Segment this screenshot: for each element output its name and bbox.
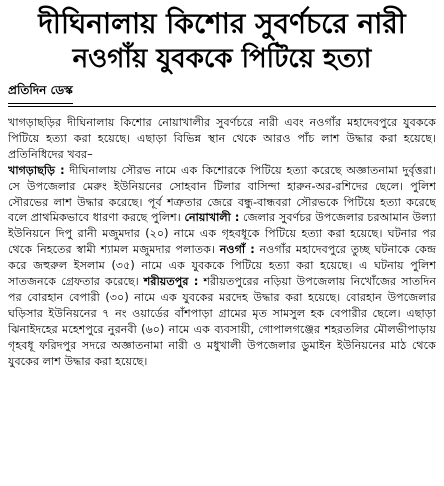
dateline-naogaon: নওগাঁ :	[219, 243, 255, 257]
headline-line-1: দীঘিনালায় কিশোর সুবর্ণচরে নারী	[38, 7, 406, 40]
article-body	[8, 115, 436, 475]
divider	[8, 106, 436, 107]
paragraph-shariatpur: শরীয়তপুরের নড়িয়া উপজেলায় নিখোঁজের সাতদিন পর বোরহান বেপারী (৩০) নামে এক যুবকের মরদেহ উদ্ধার করা হয়েছে। বোরহান উপজেলার ঘড়িসার ইউনিয়নের ৭ নং ওয়ার্ডের বাঁশপাড়া গ্রামের মৃত সামসুল হক বেপারীর ছেলে। এছাড়া ঝিনাইদহের মহেশপুরে নুরনবী (৬০) নামে এক ব্যবসায়ী, গোপালগঞ্জের শহরতলির মৌলভীপাড়ায় গৃহবধূ ফরিদপুর সদরে অজ্ঞাতনামা নারী ও মধুখালী উপজেলার ডুমাইন ইউনিয়নের মাঠ থেকে যুবকের লাশ উদ্ধার করা হয়েছে।	[8, 275, 436, 368]
paragraph-khagrachari: দীঘিনালায় সৌরভ নামে এক কিশোরকে পিটিয়ে হত্যা করেছে অজ্ঞাতনামা দুর্বৃত্তরা। সে উপজেলার মেরুং ইউনিয়নের সোহবান টিলার বাসিন্দা হারুন-অর-রশিদের ছেলে। পুলিশ সৌরভের লাশ উদ্ধার করেছে। পূর্ব শত্রুতার জেরে বন্ধু-বান্ধবরা সৌরভকে পিটিয়ে হত্যা করেছে বলে প্রাথমিকভাবে ধারণা করছে পুলিশ।	[8, 163, 436, 225]
byline: প্রতিদিন ডেস্ক	[8, 82, 73, 104]
dateline-khagrachari: খাগড়াছড়ি :	[8, 163, 65, 177]
dateline-noakhali: নোয়াখালী :	[184, 211, 240, 225]
headline	[8, 6, 436, 76]
paragraph-noakhali: জেলার সুবর্ণচর উপজেলার চরআমান উল্যা ইউনিয়নে দিপু রানী মজুমদার (২০) নামে এক গৃহবধূকে পিটিয়ে হত্যা করা হয়েছে। ঘটনার পর থেকে নিহতের স্বামী শ্যামল মজুমদার পলাতক।	[8, 211, 436, 257]
headline-line-2: নওগাঁয় যুবককে পিটিয়ে হত্যা	[72, 44, 372, 74]
paragraph-naogaon: নওগাঁর মহাদেবপুরে তুচ্ছ ঘটনাকে কেন্দ্র করে জহুরুল ইসলাম (৩৫) নামে এক যুবককে পিটিয়ে হত্যা করা হয়েছে। এ ঘটনায় পুলিশ সাতজনকে গ্রেফতার করেছে।	[8, 243, 436, 289]
dateline-shariatpur: শরীয়তপুর :	[143, 275, 199, 289]
intro-text: খাগড়াছড়ির দীঘিনালায় কিশোর নোয়াখালীর সুবর্ণচরে নারী এবং নওগাঁর মহাদেবপুরে যুবককে পিটিয়ে হত্যা করা হয়েছে। এছাড়া বিভিন্ন স্থান থেকে আরও পাঁচ লাশ উদ্ধার করা হয়েছে। প্রতিনিধিদের খবর–	[8, 116, 436, 161]
